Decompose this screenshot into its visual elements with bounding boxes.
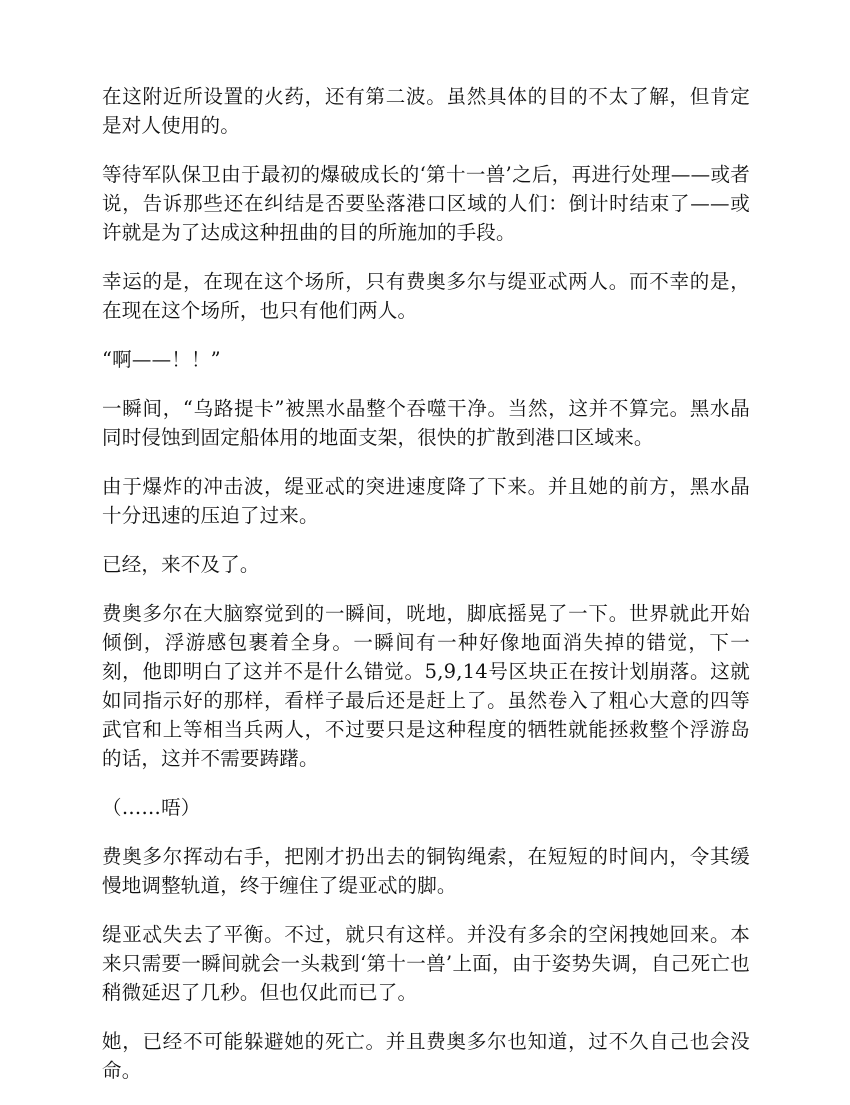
paragraph-7: 已经，来不及了。 [102,553,260,576]
paragraph-3: 幸运的是，在现在这个场所，只有费奥多尔与缇亚忒两人。而不幸的是，在现在这个场所，也只有他们两人。 [102,270,750,322]
paragraph-2: 等待军队保卫由于最初的爆破成长的‘第十一兽’之后，再进行处理——或者说，告诉那些还在纠结是否要坠落港口区域的人们：倒计时结束了——或许就是为了达成这种扭曲的目的所施加的手段。 [102,163,750,244]
paragraph-4: “啊——！！” [102,348,221,371]
document-page [102,82,750,1105]
paragraph-11: 缇亚忒失去了平衡。不过，就只有这样。并没有多余的空闲拽她回来。本来只需要一瞬间就会一头栽到‘第十一兽’上面，由于姿势失调，自己死亡也稍微延迟了几秒。但也仅此而已了。 [102,923,750,1004]
paragraph-5: 一瞬间，“乌路提卡”被黑水晶整个吞噬干净。当然，这并不算完。黑水晶同时侵蚀到固定船体用的地面支架，很快的扩散到港口区域来。 [102,397,750,449]
paragraph-6: 由于爆炸的冲击波，缇亚忒的突进速度降了下来。并且她的前方，黑水晶十分迅速的压迫了过来。 [102,475,750,527]
paragraph-8: 费奥多尔在大脑察觉到的一瞬间，咣地，脚底摇晃了一下。世界就此开始倾倒，浮游感包裹着全身。一瞬间有一种好像地面消失掉的错觉，下一刻，他即明白了这并不是什么错觉。5,9,14号区块正在按计划崩落。这就如同指示好的那样，看样子最后还是赶上了。虽然卷入了粗心大意的四等武官和上等相当兵两人，不过要只是这种程度的牺牲就能拯救整个浮游岛的话，这并不需要踌躇。 [102,602,750,770]
paragraph-9: （……唔） [102,796,201,819]
paragraph-1: 在这附近所设置的火药，还有第二波。虽然具体的目的不太了解，但肯定是对人使用的。 [102,85,750,137]
paragraph-10: 费奥多尔挥动右手，把刚才扔出去的铜钩绳索，在短短的时间内，令其缓慢地调整轨道，终于缠住了缇亚忒的脚。 [102,845,750,897]
paragraph-12: 她，已经不可能躲避她的死亡。并且费奥多尔也知道，过不久自己也会没命。 [102,1030,750,1082]
